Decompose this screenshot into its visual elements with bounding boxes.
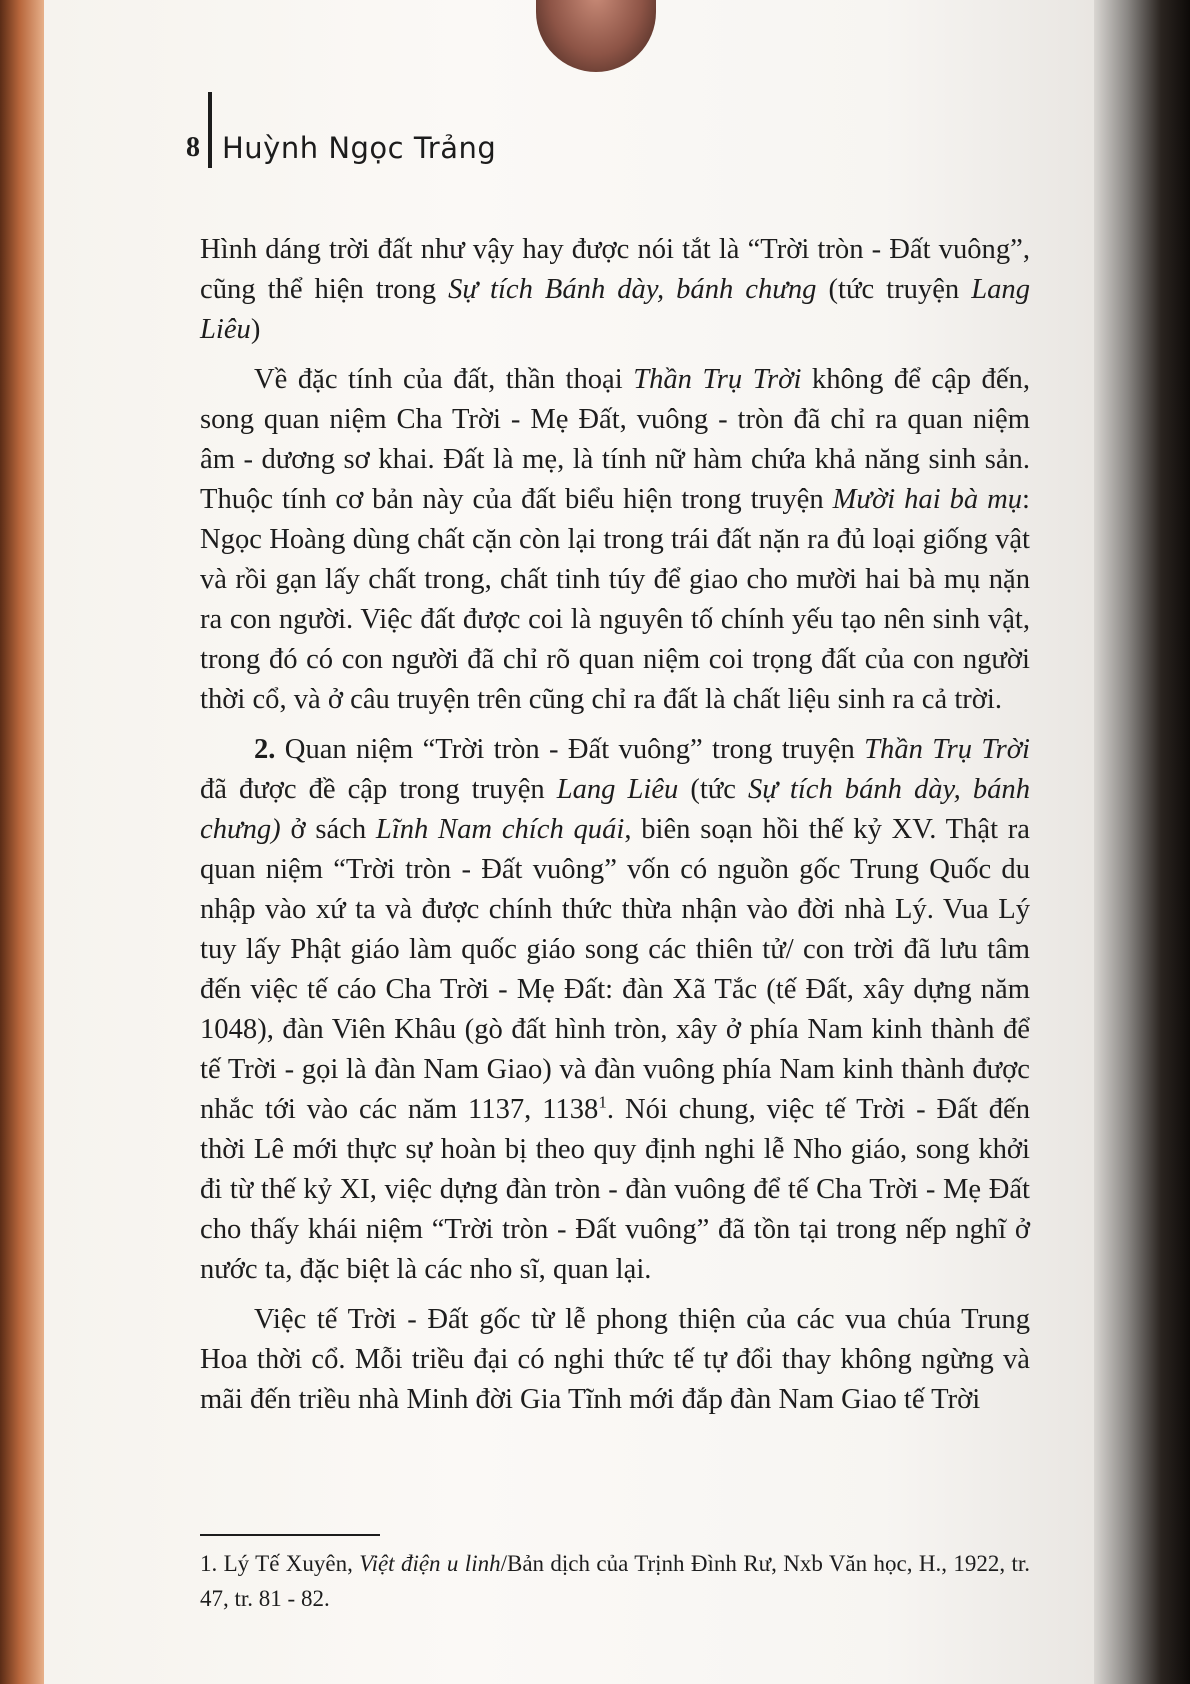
text-run: . Nói chung, việc tế Trời - Đất đến thời Lê mới thực sự hoàn bị theo quy định nghi lễ Nho giáo, song khởi đi từ thế kỷ XI, việc dựng đàn tròn - đàn vuông để tế Cha Trời - Mẹ Đất cho thấy khái niệm “Trời tròn - Đất vuông” đã tồn tại trong nếp nghĩ ở nước ta, đặc biệt là các nho sĩ, quan lại. <box>200 1094 1030 1285</box>
italic-title: Mười hai bà mụ <box>832 484 1023 515</box>
paragraph-3 <box>200 730 1030 1290</box>
paragraph-4 <box>200 1300 1030 1420</box>
text-run: /Bản dịch của Trịnh Đình Rư, Nxb Văn học, H., 1922, tr. 47, tr. 81 - 82. <box>200 1551 1031 1611</box>
italic-title: Thần Trụ Trời <box>864 734 1030 765</box>
text-run: ở sách <box>280 814 376 845</box>
book-edge-left <box>0 0 44 1684</box>
italic-title: Lĩnh Nam chích quái <box>375 814 625 845</box>
paragraph-2 <box>200 360 1030 720</box>
text-run: Về đặc tính của đất, thần thoại <box>254 364 634 395</box>
italic-title: Lang Liêu <box>556 774 679 805</box>
footnote-marker: 1 <box>598 1092 607 1112</box>
italic-title: Sự tích bánh dày, bánh chưng) <box>200 774 1031 845</box>
page-number: 8 <box>186 132 200 163</box>
footnote <box>200 1546 1030 1616</box>
text-run: (tức <box>678 774 748 805</box>
header-divider <box>208 92 212 168</box>
paragraph-1 <box>200 230 1030 350</box>
page-header <box>186 118 496 178</box>
text-run: : Ngọc Hoàng dùng chất cặn còn lại trong trái đất nặn ra đủ loại giống vật và rồi gạn lấy chất trong, chất tinh túy để giao cho mười hai bà mụ nặn ra con người. Việc đất được coi là nguyên tố chính yếu tạo nên sinh vật, trong đó có con người đã chỉ rõ quan niệm coi trọng đất của con người thời cổ, và ở câu truyện trên cũng chỉ ra đất là chất liệu sinh ra cả trời. <box>200 484 1030 715</box>
text-run: , biên soạn hồi thế kỷ XV. Thật ra quan niệm “Trời tròn - Đất vuông” vốn có nguồn gốc Trung Quốc du nhập vào xứ ta và được chính thức thừa nhận vào đời nhà Lý. Vua Lý tuy lấy Phật giáo làm quốc giáo song các thiên tử/ con trời đã lưu tâm đến việc tế cáo Cha Trời - Mẹ Đất: đàn Xã Tắc (tế Đất, xây dựng năm 1048), đàn Viên Khâu (gò đất hình tròn, xây ở phía Nam kinh thành để tế Trời - gọi là đàn Nam Giao) và đàn vuông phía Nam kinh thành được nhắc tới vào các năm 1137, 1138 <box>200 814 1030 1125</box>
text-run: Quan niệm “Trời tròn - Đất vuông” trong truyện <box>275 734 865 765</box>
section-number: 2. <box>254 734 276 765</box>
italic-title: Sự tích Bánh dày, bánh chưng <box>448 274 817 305</box>
italic-title: Thần Trụ Trời <box>633 364 802 395</box>
footnote-divider <box>200 1534 380 1536</box>
text-run: Việc tế Trời - Đất gốc từ lễ phong thiện của các vua chúa Trung Hoa thời cổ. Mỗi triều đại có nghi thức tế tự đổi thay không ngừng và mãi đến triều nhà Minh đời Gia Tĩnh mới đắp đàn Nam Giao tế Trời <box>200 1304 1030 1415</box>
italic-title: Lang Liêu <box>200 274 1030 345</box>
text-run: (tức truyện <box>816 274 972 305</box>
body-text <box>200 230 1030 1430</box>
text-run: đã được đề cập trong truyện <box>200 774 557 805</box>
book-edge-right <box>1094 0 1190 1684</box>
text-run: Hình dáng trời đất như vậy hay được nói tắt là “Trời tròn - Đất vuông”, cũng thể hiện trong <box>200 234 1030 305</box>
text-run: 1. Lý Tế Xuyên, <box>200 1551 360 1576</box>
running-head-author: Huỳnh Ngọc Trảng <box>222 131 497 165</box>
text-run: ) <box>250 314 261 345</box>
text-run: không để cập đến, song quan niệm Cha Trời - Mẹ Đất, vuông - tròn đã chỉ ra quan niệm âm - dương sơ khai. Đất là mẹ, là tính nữ hàm chứa khả năng sinh sản. Thuộc tính cơ bản này của đất biểu hiện trong truyện <box>200 364 1030 515</box>
italic-title: Việt điện u linh <box>359 1551 501 1576</box>
